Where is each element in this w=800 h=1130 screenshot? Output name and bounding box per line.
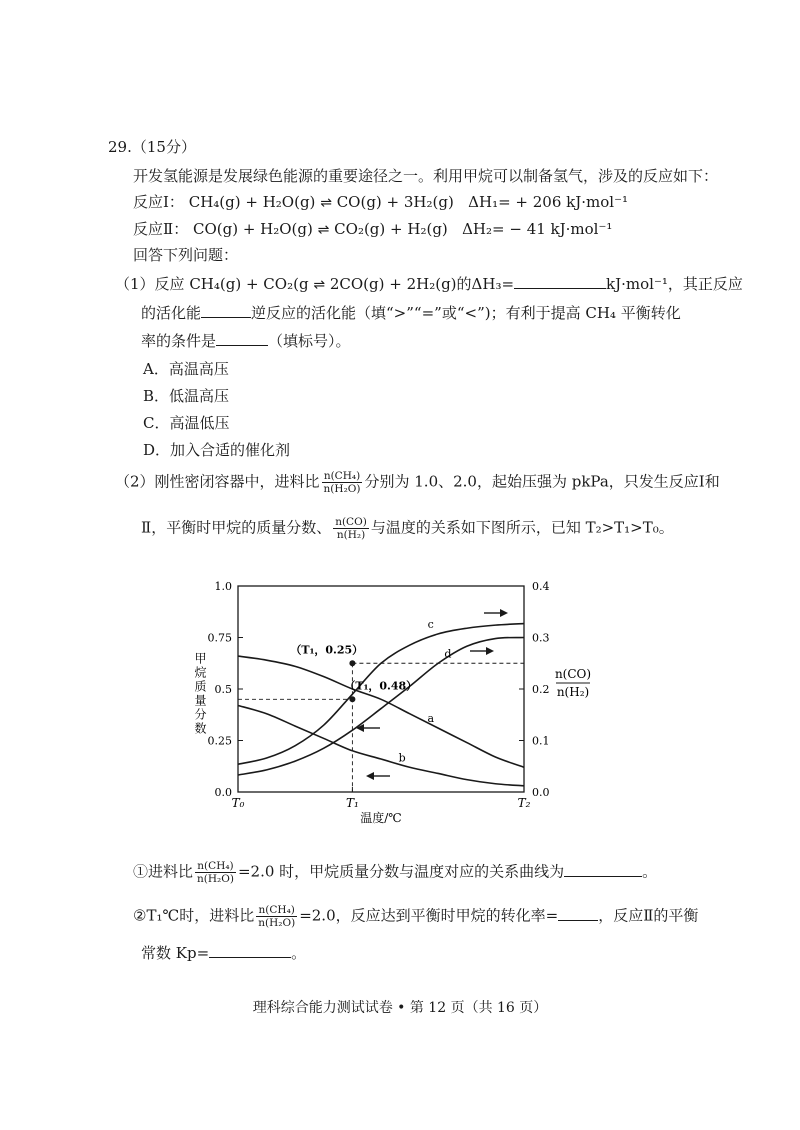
conversion-answer-blank[interactable] bbox=[558, 908, 598, 921]
option-b: B．低温高压 bbox=[143, 387, 230, 405]
activation-energy-blank[interactable] bbox=[201, 305, 251, 318]
feed-ratio-fraction: $\frac{\text{n(CH₄)}}{\text{n(H₂O)}}$ bbox=[258, 904, 296, 929]
y-left-label: 甲烷质量分数 bbox=[193, 652, 207, 736]
feed-ratio-fraction: $\frac{\text{n(CH₄)}}{\text{n(H₂O)}}$ bbox=[323, 470, 361, 495]
annotation-point bbox=[349, 660, 355, 666]
series-label-b: b bbox=[398, 751, 406, 765]
equilibrium-arrow-icon: ⇌ bbox=[313, 277, 326, 293]
right-tick-label: 0.3 bbox=[532, 631, 550, 645]
option-a: A．高温高压 bbox=[143, 360, 229, 378]
reaction-2: 反应Ⅱ： CO(g) + H₂O(g) ⇌ CO₂(g) + H₂(g) ΔH₂= − 41 kJ·mol⁻¹ bbox=[133, 220, 613, 238]
series-label-a: a bbox=[427, 712, 435, 726]
question-intro: 开发氢能源是发展绿色能源的重要途径之一。利用甲烷可以制备氢气，涉及的反应如下： bbox=[133, 167, 719, 185]
y-right-label-num: n(CO) bbox=[554, 667, 592, 681]
feed-ratio-fraction: $\frac{\text{n(CH₄)}}{\text{n(H₂O)}}$ bbox=[197, 860, 234, 885]
y-right-label-den: n(H₂) bbox=[556, 685, 590, 699]
right-tick-label: 0.4 bbox=[532, 580, 550, 593]
sub-question-2: ②T₁℃时，进料比 $\frac{\text{n(CH₄)}}{\text{n(H₂O)}}$ =2.0，反应达到平衡时甲烷的转化率= ，反应Ⅱ的平衡 bbox=[133, 904, 699, 929]
option-d: D．加入合适的催化剂 bbox=[143, 441, 291, 459]
part1-line1: （1）反应 CH₄(g) + CO₂(g ⇌ 2CO(g) + 2H₂(g)的ΔH₃= kJ·mol⁻¹，其正反应 bbox=[115, 275, 743, 293]
arrow-b-left-icon bbox=[366, 772, 390, 780]
series-layer bbox=[238, 618, 524, 786]
right-tick-label: 0.0 bbox=[532, 786, 550, 799]
reaction-1: 反应Ⅰ： CH₄(g) + H₂O(g) ⇌ CO(g) + 3H₂(g) ΔH₁= + 206 kJ·mol⁻¹ bbox=[133, 193, 629, 211]
series-label-d: d bbox=[444, 647, 452, 661]
equilibrium-arrow-icon: ⇌ bbox=[317, 222, 330, 238]
arrow-d-right-icon bbox=[470, 647, 494, 655]
equilibrium-arrow-icon: ⇌ bbox=[320, 195, 332, 211]
left-tick-label: 0.0 bbox=[214, 786, 232, 799]
sub-question-3: 常数 Kp= 。 bbox=[141, 944, 307, 962]
curve-answer-blank[interactable] bbox=[564, 864, 642, 877]
annotation-point bbox=[349, 696, 355, 702]
kp-answer-blank[interactable] bbox=[209, 945, 291, 958]
question-header bbox=[108, 136, 196, 157]
right-tick-label: 0.2 bbox=[532, 683, 550, 696]
left-tick-label: 1.0 bbox=[214, 580, 232, 593]
question-points: （15分） bbox=[131, 138, 196, 156]
co-h2-ratio-fraction: $\frac{n(CO)}{\text{n(H₂)}}$ bbox=[335, 516, 367, 541]
right-tick-label: 0.1 bbox=[532, 734, 550, 748]
part2-line2: Ⅱ，平衡时甲烷的质量分数、 $\frac{n(CO)}{\text{n(H₂)}}$ 与温度的关系如下图所示，已知 T₂>T₁>T₀。 bbox=[141, 516, 674, 541]
annotation-label: （T₁，0.25） bbox=[290, 643, 364, 657]
annotation-label: （T₁，0.48） bbox=[344, 679, 418, 693]
part1-line3: 率的条件是 （填标号）。 bbox=[141, 332, 351, 350]
x-axis-label: 温度/℃ bbox=[360, 811, 402, 825]
left-tick-label: 0.75 bbox=[207, 631, 232, 645]
arrow-c-right-icon bbox=[484, 609, 508, 617]
left-tick-label: 0.25 bbox=[207, 734, 232, 748]
sub-question-1: ①进料比 $\frac{\text{n(CH₄)}}{\text{n(H₂O)}}$ =2.0 时，甲烷质量分数与温度对应的关系曲线为 。 bbox=[133, 860, 658, 885]
series-curve-a bbox=[238, 656, 524, 767]
x-axis bbox=[232, 787, 531, 810]
page-footer: 理科综合能力测试试卷 • 第 12 页（共 16 页） bbox=[252, 1000, 548, 1016]
part1-line2: 的活化能 逆反应的活化能（填“>”“=”或“<”)；有利于提高 CH₄ 平衡转化 bbox=[141, 304, 681, 322]
dh3-answer-blank[interactable] bbox=[514, 276, 606, 289]
series-curve-d bbox=[238, 638, 524, 776]
equilibrium-chart bbox=[180, 570, 600, 830]
x-tick-label: T₀ bbox=[231, 796, 245, 810]
left-tick-label: 0.5 bbox=[214, 683, 232, 696]
condition-answer-blank[interactable] bbox=[216, 333, 268, 346]
series-curve-b bbox=[238, 705, 524, 785]
x-tick-label: T₂ bbox=[517, 796, 531, 810]
series-label-c: c bbox=[427, 617, 434, 631]
option-c: C．高温低压 bbox=[143, 414, 230, 432]
x-tick-label: T₁ bbox=[345, 796, 359, 810]
part2-line1: （2）刚性密闭容器中，进料比 $\frac{\text{n(CH₄)}}{\text{n(H₂O)}}$ 分别为 1.0、2.0，起始压强为 pkPa，只发生反应Ⅰ和 bbox=[115, 470, 720, 495]
series-curve-c bbox=[238, 624, 524, 765]
answer-prompt: 回答下列问题： bbox=[133, 246, 239, 264]
question-number: 29. bbox=[108, 138, 132, 156]
